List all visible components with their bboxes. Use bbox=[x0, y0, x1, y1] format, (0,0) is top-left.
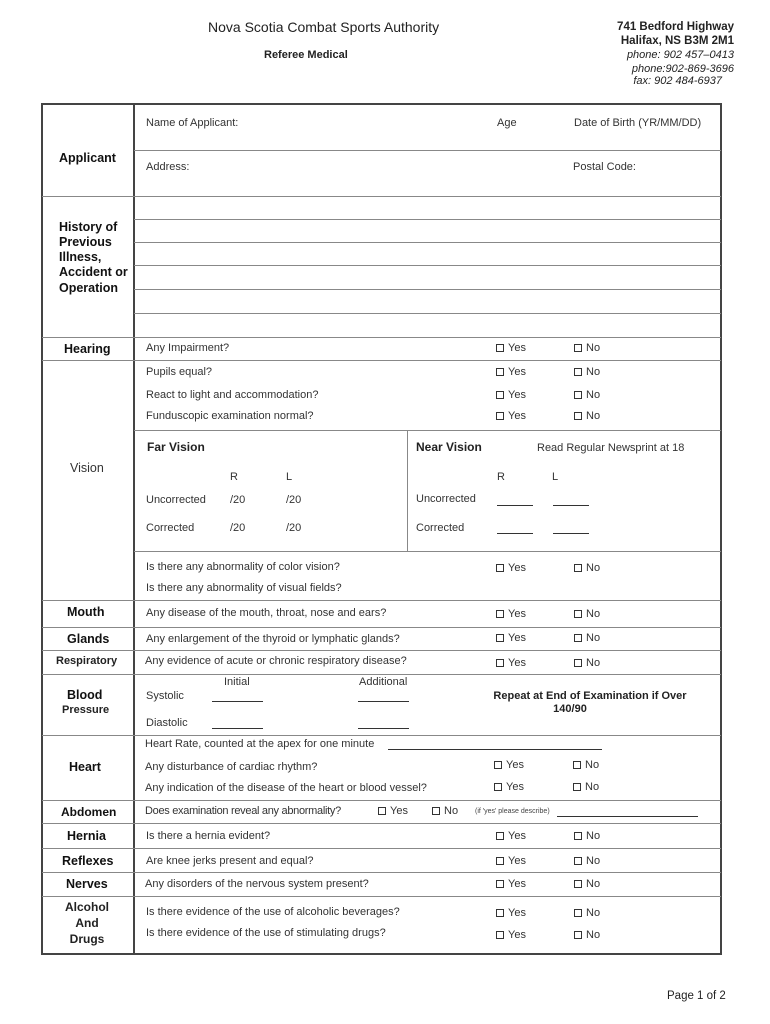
fax: fax: 902 484-6937 bbox=[633, 75, 722, 87]
yes-checkbox[interactable]: Yes bbox=[496, 855, 526, 867]
rule bbox=[134, 150, 721, 151]
yes-checkbox[interactable]: Yes bbox=[496, 830, 526, 842]
form-title: Referee Medical bbox=[264, 49, 348, 61]
yes-checkbox[interactable]: Yes bbox=[496, 342, 526, 354]
section-mouth: Mouth bbox=[67, 605, 105, 619]
yes-checkbox[interactable]: Yes bbox=[496, 907, 526, 919]
rule bbox=[42, 196, 721, 197]
yes-checkbox[interactable]: Yes bbox=[378, 805, 408, 817]
form-frame bbox=[41, 103, 722, 955]
rule bbox=[42, 650, 721, 651]
section-history-line-4: Accident or bbox=[59, 265, 128, 279]
section-history-line-3: Illness, bbox=[59, 250, 102, 264]
yes-checkbox[interactable]: Yes bbox=[496, 410, 526, 422]
yes-checkbox[interactable]: Yes bbox=[496, 366, 526, 378]
question-nerves: Any disorders of the nervous system present? bbox=[145, 878, 369, 890]
yes-checkbox[interactable]: Yes bbox=[494, 759, 524, 771]
rule bbox=[42, 896, 721, 897]
section-alcohol-line-2: And bbox=[75, 916, 99, 930]
no-checkbox[interactable]: No bbox=[574, 389, 600, 401]
question-glands: Any enlargement of the thyroid or lymphatic glands? bbox=[146, 633, 400, 645]
section-reflexes: Reflexes bbox=[62, 854, 114, 868]
far-corrected-label: Corrected bbox=[146, 522, 195, 534]
near-uncorrected-r-blank[interactable] bbox=[497, 505, 533, 506]
question-mouth: Any disease of the mouth, throat, nose and ears? bbox=[146, 607, 387, 619]
rule bbox=[42, 360, 721, 361]
rule bbox=[42, 848, 721, 849]
section-respiratory: Respiratory bbox=[56, 655, 118, 667]
heart-rate-blank[interactable] bbox=[388, 749, 602, 750]
section-blood: Blood bbox=[67, 688, 103, 702]
rule bbox=[42, 337, 721, 338]
yes-checkbox[interactable]: Yes bbox=[496, 389, 526, 401]
postal-field[interactable]: Postal Code: bbox=[573, 161, 636, 173]
far-uncorrected-l[interactable]: /20 bbox=[286, 494, 302, 506]
question-hernia: Is there a hernia evident? bbox=[146, 830, 271, 842]
question-color-vision: Is there any abnormality of color vision? bbox=[146, 561, 340, 573]
section-alcohol-line-1: Alcohol bbox=[65, 900, 109, 914]
no-checkbox[interactable]: No bbox=[574, 366, 600, 378]
no-checkbox[interactable]: No bbox=[574, 410, 600, 422]
question-drugs: Is there evidence of the use of stimulating drugs? bbox=[146, 927, 386, 939]
far-uncorrected-r[interactable]: /20 bbox=[230, 494, 246, 506]
phone-1: phone: 902 457–0413 bbox=[626, 49, 734, 61]
no-checkbox[interactable]: No bbox=[574, 342, 600, 354]
question-blood-vessel: Any indication of the disease of the heart or blood vessel? bbox=[145, 782, 427, 794]
section-glands: Glands bbox=[67, 632, 110, 646]
no-checkbox[interactable]: No bbox=[573, 781, 599, 793]
bp-repeat-note-1: Repeat at End of Examination if Over bbox=[493, 690, 687, 702]
no-checkbox[interactable]: No bbox=[574, 830, 600, 842]
far-vision-heading: Far Vision bbox=[147, 440, 205, 454]
rule bbox=[134, 265, 721, 266]
section-abdomen: Abdomen bbox=[61, 805, 117, 819]
yes-checkbox[interactable]: Yes bbox=[496, 878, 526, 890]
bp-repeat-note-2: 140/90 bbox=[553, 703, 587, 715]
near-r-label: R bbox=[497, 471, 505, 483]
section-vision: Vision bbox=[70, 461, 104, 475]
bp-initial-label: Initial bbox=[224, 676, 250, 688]
name-field[interactable]: Name of Applicant: bbox=[146, 117, 239, 129]
near-corrected-r-blank[interactable] bbox=[497, 533, 533, 534]
section-hernia: Hernia bbox=[67, 829, 106, 843]
abdomen-describe-note: (if 'yes' please describe) bbox=[475, 808, 550, 815]
section-applicant: Applicant bbox=[59, 151, 116, 165]
near-corrected-l-blank[interactable] bbox=[553, 533, 589, 534]
rule bbox=[42, 627, 721, 628]
far-corrected-r[interactable]: /20 bbox=[230, 522, 246, 534]
far-uncorrected-label: Uncorrected bbox=[146, 494, 206, 506]
systolic-initial-blank[interactable] bbox=[212, 701, 263, 702]
rule bbox=[134, 289, 721, 290]
rule bbox=[42, 823, 721, 824]
rule bbox=[407, 430, 408, 551]
rule bbox=[134, 430, 721, 431]
section-hearing: Hearing bbox=[64, 342, 111, 356]
rule bbox=[134, 219, 721, 220]
bp-diastolic-label: Diastolic bbox=[146, 717, 188, 729]
no-checkbox[interactable]: No bbox=[574, 929, 600, 941]
question-hearing: Any Impairment? bbox=[146, 342, 230, 354]
yes-checkbox[interactable]: Yes bbox=[496, 562, 526, 574]
abdomen-describe-blank[interactable] bbox=[557, 816, 698, 817]
address-line-2: Halifax, NS B3M 2M1 bbox=[620, 35, 734, 47]
no-checkbox[interactable]: No bbox=[574, 855, 600, 867]
yes-checkbox[interactable]: Yes bbox=[496, 929, 526, 941]
no-checkbox[interactable]: No bbox=[574, 878, 600, 890]
question-cardiac-rhythm: Any disturbance of cardiac rhythm? bbox=[145, 761, 318, 773]
rule bbox=[134, 242, 721, 243]
org-name: Nova Scotia Combat Sports Authority bbox=[208, 19, 440, 35]
yes-checkbox[interactable]: Yes bbox=[496, 632, 526, 644]
bp-additional-label: Additional bbox=[359, 676, 408, 688]
section-heart: Heart bbox=[69, 760, 101, 774]
section-nerves: Nerves bbox=[66, 877, 108, 891]
no-checkbox[interactable]: No bbox=[574, 907, 600, 919]
question-alcohol: Is there evidence of the use of alcoholic beverages? bbox=[146, 906, 400, 918]
rule bbox=[134, 313, 721, 314]
section-history-line-1: History of bbox=[59, 220, 118, 234]
rule bbox=[42, 674, 721, 675]
near-corrected-label: Corrected bbox=[416, 522, 465, 534]
question-react: React to light and accommodation? bbox=[146, 389, 319, 401]
rule bbox=[42, 872, 721, 873]
section-pressure: Pressure bbox=[62, 704, 110, 716]
rule bbox=[42, 800, 721, 801]
question-fundus: Funduscopic examination normal? bbox=[146, 410, 314, 422]
diastolic-initial-blank[interactable] bbox=[212, 728, 263, 729]
page-number: Page 1 of 2 bbox=[667, 990, 726, 1002]
address-field[interactable]: Address: bbox=[146, 161, 190, 173]
address-line-1: 741 Bedford Highway bbox=[617, 21, 734, 33]
bp-systolic-label: Systolic bbox=[146, 690, 184, 702]
near-uncorrected-label: Uncorrected bbox=[416, 493, 476, 505]
near-l-label: L bbox=[552, 471, 559, 483]
section-alcohol-line-3: Drugs bbox=[69, 932, 105, 946]
question-reflexes: Are knee jerks present and equal? bbox=[146, 855, 314, 867]
no-checkbox[interactable]: No bbox=[574, 608, 600, 620]
question-pupils: Pupils equal? bbox=[146, 366, 213, 378]
diastolic-additional-blank[interactable] bbox=[358, 728, 409, 729]
no-checkbox[interactable]: No bbox=[432, 805, 458, 817]
yes-checkbox[interactable]: Yes bbox=[496, 608, 526, 620]
question-respiratory: Any evidence of acute or chronic respiratory disease? bbox=[145, 655, 407, 667]
yes-checkbox[interactable]: Yes bbox=[494, 781, 524, 793]
near-uncorrected-l-blank[interactable] bbox=[553, 505, 589, 506]
newsprint-label: Read Regular Newsprint at 18 bbox=[537, 442, 685, 454]
systolic-additional-blank[interactable] bbox=[358, 701, 409, 702]
section-history-line-5: Operation bbox=[59, 281, 119, 295]
far-r-label: R bbox=[230, 471, 238, 483]
question-visual-fields: Is there any abnormality of visual fields? bbox=[146, 582, 342, 594]
no-checkbox[interactable]: No bbox=[574, 632, 600, 644]
no-checkbox[interactable]: No bbox=[574, 657, 600, 669]
rule bbox=[134, 551, 721, 552]
far-l-label: L bbox=[286, 471, 293, 483]
question-abdomen: Does examination reveal any abnormality? bbox=[145, 805, 341, 817]
no-checkbox[interactable]: No bbox=[574, 562, 600, 574]
far-corrected-l[interactable]: /20 bbox=[286, 522, 302, 534]
near-vision-heading: Near Vision bbox=[416, 440, 482, 454]
age-field[interactable]: Age bbox=[497, 117, 517, 129]
question-heart-rate: Heart Rate, counted at the apex for one minute bbox=[145, 738, 375, 750]
rule bbox=[42, 735, 721, 736]
rule bbox=[42, 600, 721, 601]
dob-field[interactable]: Date of Birth (YR/MM/DD) bbox=[574, 117, 702, 129]
label-column-divider bbox=[133, 104, 135, 954]
section-history-line-2: Previous bbox=[59, 235, 112, 249]
yes-checkbox[interactable]: Yes bbox=[496, 657, 526, 669]
phone-2: phone:902-869-3696 bbox=[631, 63, 734, 75]
no-checkbox[interactable]: No bbox=[573, 759, 599, 771]
